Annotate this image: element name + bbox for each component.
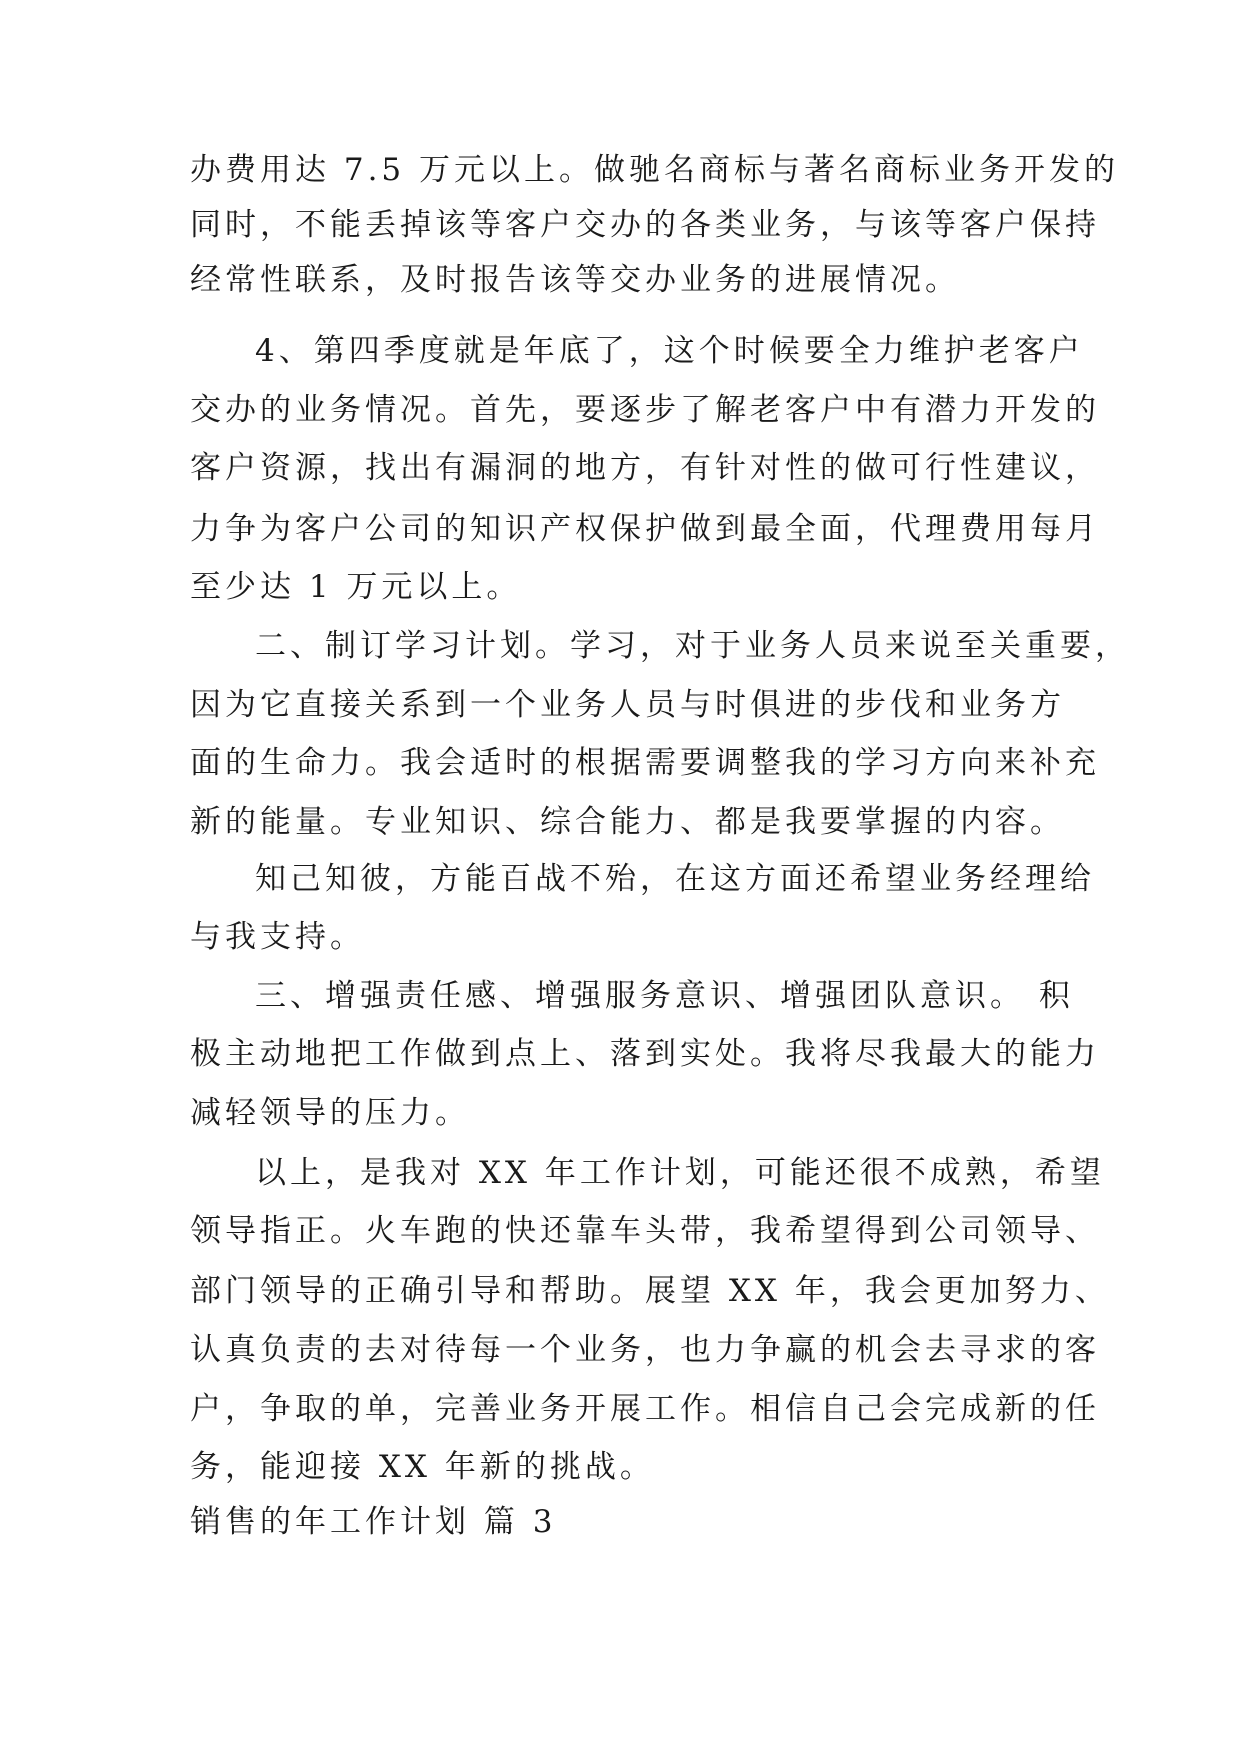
text-line: 办费用达 7.5 万元以上。做驰名商标与著名商标业务开发的	[190, 152, 1120, 188]
text-line: 经常性联系，及时报告该等交办业务的进展情况。	[190, 262, 960, 298]
text-line: 领导指正。火车跑的快还靠车头带，我希望得到公司领导、	[190, 1213, 1100, 1249]
text-line: 同时，不能丢掉该等客户交办的各类业务，与该等客户保持	[190, 207, 1100, 243]
text-line: 4、第四季度就是年底了，这个时候要全力维护老客户	[255, 333, 1084, 369]
text-line: 以上，是我对 XX 年工作计划，可能还很不成熟，希望	[255, 1155, 1105, 1191]
text-line: 二、制订学习计划。学习，对于业务人员来说至关重要，	[255, 628, 1130, 664]
text-line: 交办的业务情况。首先，要逐步了解老客户中有潜力开发的	[190, 392, 1100, 428]
text-line: 新的能量。专业知识、综合能力、都是我要掌握的内容。	[190, 804, 1065, 840]
text-line: 极主动地把工作做到点上、落到实处。我将尽我最大的能力	[190, 1036, 1100, 1072]
section-heading: 销售的年工作计划 篇 3	[190, 1504, 557, 1540]
text-line: 力争为客户公司的知识产权保护做到最全面，代理费用每月	[190, 511, 1100, 547]
text-line: 与我支持。	[190, 919, 365, 955]
text-line: 客户资源，找出有漏洞的地方，有针对性的做可行性建议，	[190, 450, 1100, 486]
text-line: 户，争取的单，完善业务开展工作。相信自己会完成新的任	[190, 1391, 1100, 1427]
text-line: 知己知彼，方能百战不殆，在这方面还希望业务经理给	[255, 861, 1095, 897]
text-line: 认真负责的去对待每一个业务，也力争赢的机会去寻求的客	[190, 1332, 1100, 1368]
text-line: 务，能迎接 XX 年新的挑战。	[190, 1449, 655, 1485]
text-line: 三、增强责任感、增强服务意识、增强团队意识。 积	[255, 978, 1074, 1014]
text-line: 至少达 1 万元以上。	[190, 569, 522, 605]
text-line: 部门领导的正确引导和帮助。展望 XX 年，我会更加努力、	[190, 1273, 1110, 1309]
text-line: 面的生命力。我会适时的根据需要调整我的学习方向来补充	[190, 745, 1100, 781]
text-line: 因为它直接关系到一个业务人员与时俱进的步伐和业务方	[190, 687, 1065, 723]
text-line: 减轻领导的压力。	[190, 1095, 470, 1131]
